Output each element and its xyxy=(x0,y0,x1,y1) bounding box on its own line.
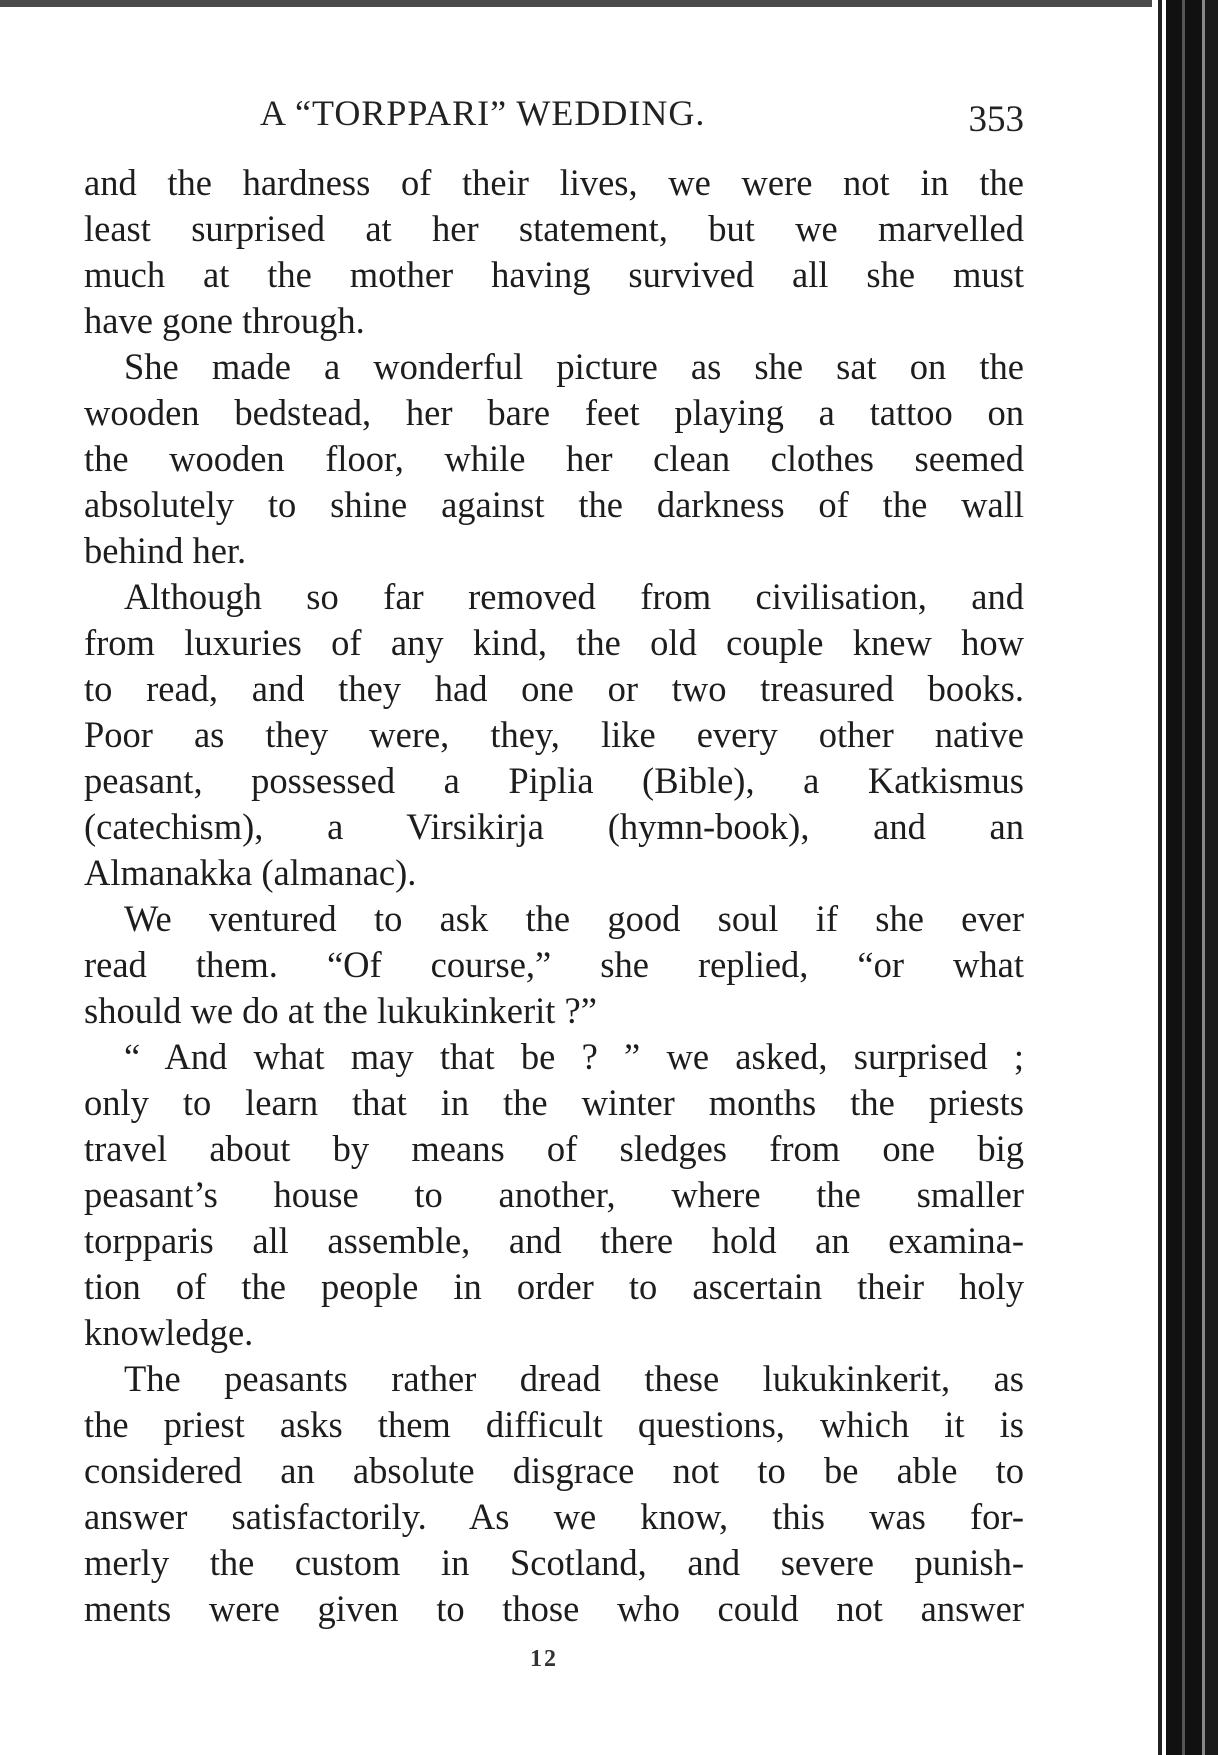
text-line: wooden bedstead, her bare feet playing a tattoo on xyxy=(84,392,1024,433)
text-line: considered an absolute disgrace not to be able to xyxy=(84,1450,1024,1491)
text-line: The peasants rather dread these lukukinkerit, as xyxy=(124,1358,1024,1399)
text-line: least surprised at her statement, but we marvelled xyxy=(84,208,1024,249)
text-line: knowledge. xyxy=(84,1312,254,1353)
text-line: ments were given to those who could not answer xyxy=(84,1588,1024,1629)
text-line: the priest asks them difficult questions, which it is xyxy=(84,1404,1024,1445)
text-line: from luxuries of any kind, the old couple knew how xyxy=(84,622,1024,663)
text-line: peasant, possessed a Piplia (Bible), a Katkismus xyxy=(84,760,1024,801)
top-edge-rule xyxy=(0,0,1218,7)
text-line: only to learn that in the winter months the priests xyxy=(84,1082,1024,1123)
page-number: 353 xyxy=(968,99,1024,140)
text-line: absolutely to shine against the darkness of the wall xyxy=(84,484,1024,525)
text-line: Although so far removed from civilisation, and xyxy=(124,576,1024,617)
text-line: She made a wonderful picture as she sat on the xyxy=(124,346,1024,387)
text-line: torpparis all assemble, and there hold an examina- xyxy=(84,1220,1024,1261)
text-line: should we do at the lukukinkerit ?” xyxy=(84,990,597,1031)
text-line: and the hardness of their lives, we were not in the xyxy=(84,162,1024,203)
text-line: read them. “Of course,” she replied, “or what xyxy=(84,944,1024,985)
text-line: tion of the people in order to ascertain their holy xyxy=(84,1266,1024,1307)
text-line: behind her. xyxy=(84,530,247,571)
text-line: the wooden floor, while her clean clothes seemed xyxy=(84,438,1024,479)
signature-mark: 12 xyxy=(530,1646,558,1672)
text-line: Almanakka (almanac). xyxy=(84,852,417,893)
text-line: much at the mother having survived all she must xyxy=(84,254,1024,295)
book-binding-edge xyxy=(1152,0,1218,1755)
text-line: have gone through. xyxy=(84,300,365,341)
text-line: Poor as they were, they, like every other native xyxy=(84,714,1024,755)
text-line: We ventured to ask the good soul if she ever xyxy=(124,898,1024,939)
running-head: A “TORPPARI” WEDDING. xyxy=(260,93,706,133)
text-line: travel about by means of sledges from one big xyxy=(84,1128,1024,1169)
text-line: “ And what may that be ? ” we asked, surprised ; xyxy=(124,1036,1024,1077)
text-line: answer satisfactorily. As we know, this was for- xyxy=(84,1496,1024,1537)
text-line: to read, and they had one or two treasured books. xyxy=(84,668,1024,709)
text-line: peasant’s house to another, where the smaller xyxy=(84,1174,1024,1215)
body-text xyxy=(84,160,1024,1632)
text-line: merly the custom in Scotland, and severe punish- xyxy=(84,1542,1024,1583)
text-line: (catechism), a Virsikirja (hymn-book), and an xyxy=(84,806,1024,847)
page-header xyxy=(84,92,1024,152)
